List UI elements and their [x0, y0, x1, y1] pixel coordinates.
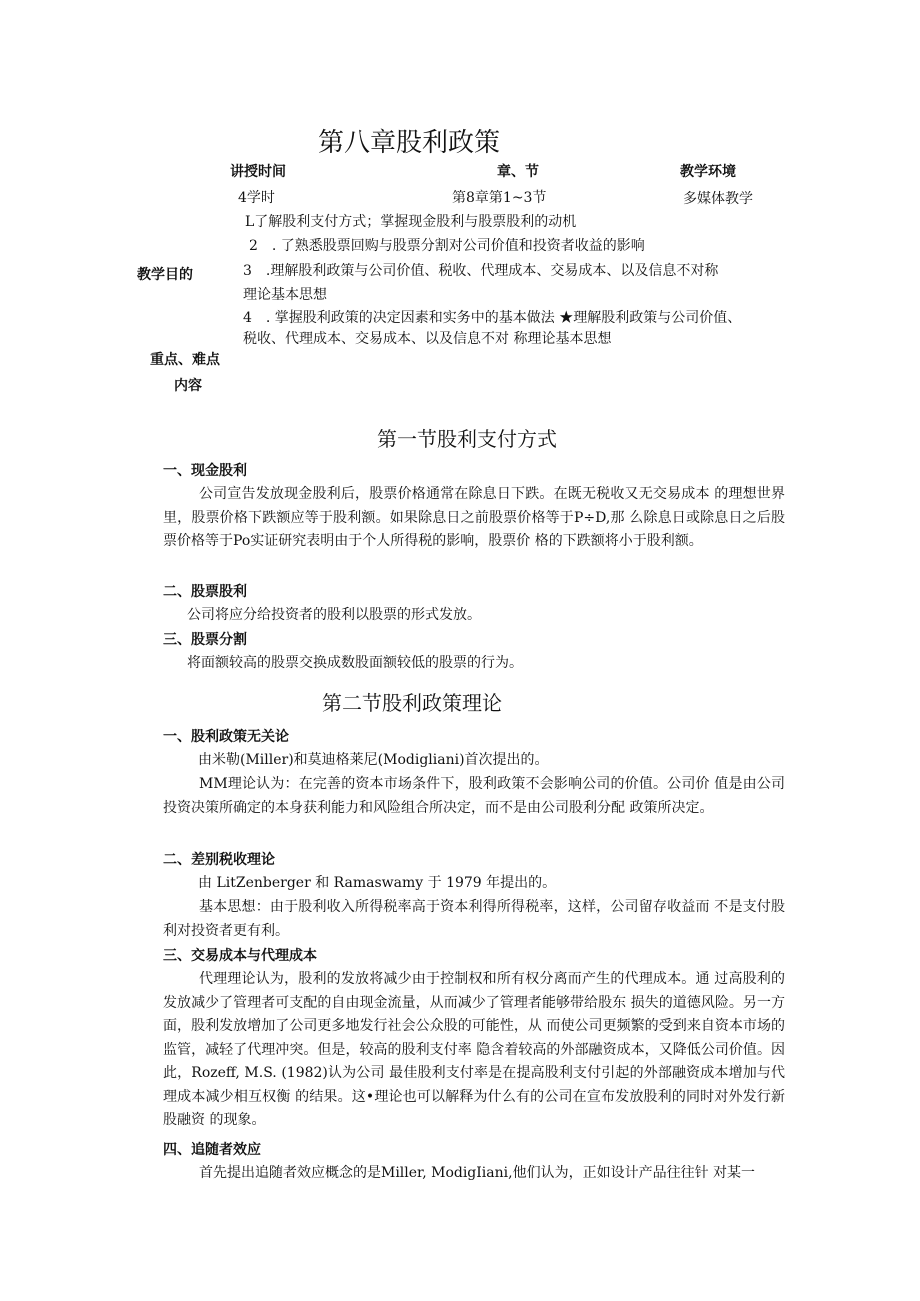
- section2-paragraph-irrelevance-2: MM理论认为：在完善的资本市场条件下，股利政策不会影响公司的价值。公司价 值是由公司投资决策所确定的本身获利能力和风险组合所决定，而不是由公司股利分配 政策所决定。: [163, 776, 785, 816]
- value-chapter-section: 第8章第1~3节: [452, 190, 547, 206]
- section2-paragraph-tax-2: 基本思想：由于股利收入所得税率高于资本利得所得税率，这样，公司留存收益而 不是支付股利对投资者更有利。: [163, 899, 785, 939]
- section2-title: 第二节股利政策理论: [322, 691, 502, 715]
- section1-paragraph-stock-dividend: 公司将应分给投资者的股利以股票的形式发放。: [187, 607, 481, 623]
- objective-4-cont: 税收、代理成本、交易成本、以及信息不对 称理论基本思想: [243, 331, 612, 347]
- key-points-label-2: 内容: [174, 378, 202, 394]
- section2-paragraph-agency: 代理理论认为，股利的发放将减少由于控制权和所有权分离而产生的代理成本。通 过高股利的发放减少了管理者可支配的自由现金流量，从而减少了管理者能够带给股东 损失的道德风险。另一方面，股利发放增加了公司更多地发行社会公众股的可能性，从 而使公司更频繁的受到来自资本市场的监管，减轻了代理冲突。但是，较高的股利支付率 隐含着较高的外部融资成本，又降低公司价值。因此，Rozeff, M.S. (1982)认为公司 最佳股利支付率是在提高股利支付引起的外部融资成本增加与代理成本减少相互权衡 的结果。这•理论也可以解释为什么有的公司在宣布发放股利的同时对外发行新股融资 的现象。: [163, 971, 785, 1128]
- header-environment: 教学环境: [680, 164, 736, 180]
- objective-4: 4 . 掌握股利政策的决定因素和实务中的基本做法 ★理解股利政策与公司价值、: [243, 310, 742, 326]
- section1-paragraph-stock-split: 将面额较高的股票交换成数股面额较低的股票的行为。: [187, 655, 523, 671]
- section1-paragraph-cash-dividend: 公司宣告发放现金股利后，股票价格通常在除息日下跌。在既无税收又无交易成本 的理想世界里，股票价格下跌额应等于股利额。如果除息日之前股票价格等于P÷D,那 么除息日或除息日之后股票价格等于Po实证研究表明由于个人所得税的影响，股票价 格的下跌额将小于股利额。: [163, 486, 785, 549]
- key-points-label: 重点、难点: [150, 352, 220, 368]
- objective-3: 3 .理解股利政策与公司价值、税收、代理成本、交易成本、以及信息不对称: [243, 263, 719, 279]
- section2-paragraph-tax-1: 由 LitZenberger 和 Ramaswamy 于 1979 年提出的。: [198, 875, 557, 891]
- objective-2: 2 . 了熟悉股票回购与股票分割对公司价值和投资者收益的影响: [249, 238, 645, 254]
- value-environment: 多媒体教学: [683, 191, 753, 207]
- section2-heading-agency: 三、交易成本与代理成本: [163, 948, 317, 964]
- objective-3-cont: 理论基本思想: [243, 287, 327, 303]
- section2-paragraph-irrelevance-1: 由米勒(Miller)和莫迪格莱尼(Modigliani)首次提出的。: [198, 752, 549, 768]
- section2-paragraph-clientele: 首先提出追随者效应概念的是Miller, ModigIiani,他们认为，正如设计产品往往针 对某一: [199, 1165, 756, 1181]
- section2-heading-clientele: 四、追随者效应: [163, 1142, 261, 1158]
- objective-1: L了解股利支付方式；掌握现金股利与股票股利的动机: [245, 214, 577, 230]
- objectives-label: 教学目的: [137, 267, 193, 283]
- section1-heading-stock-dividend: 二、股票股利: [163, 584, 247, 600]
- header-chapter-section: 章、节: [497, 164, 539, 180]
- section1-heading-cash-dividend: 一、现金股利: [163, 463, 247, 479]
- section2-heading-irrelevance: 一、股利政策无关论: [163, 729, 289, 745]
- header-time: 讲授时间: [230, 164, 286, 180]
- chapter-title: 第八章股利政策: [318, 128, 501, 158]
- section1-heading-stock-split: 三、股票分割: [163, 632, 247, 648]
- section1-title: 第一节股利支付方式: [377, 427, 557, 451]
- value-time: 4学时: [238, 190, 275, 206]
- section2-heading-tax: 二、差别税收理论: [163, 852, 275, 868]
